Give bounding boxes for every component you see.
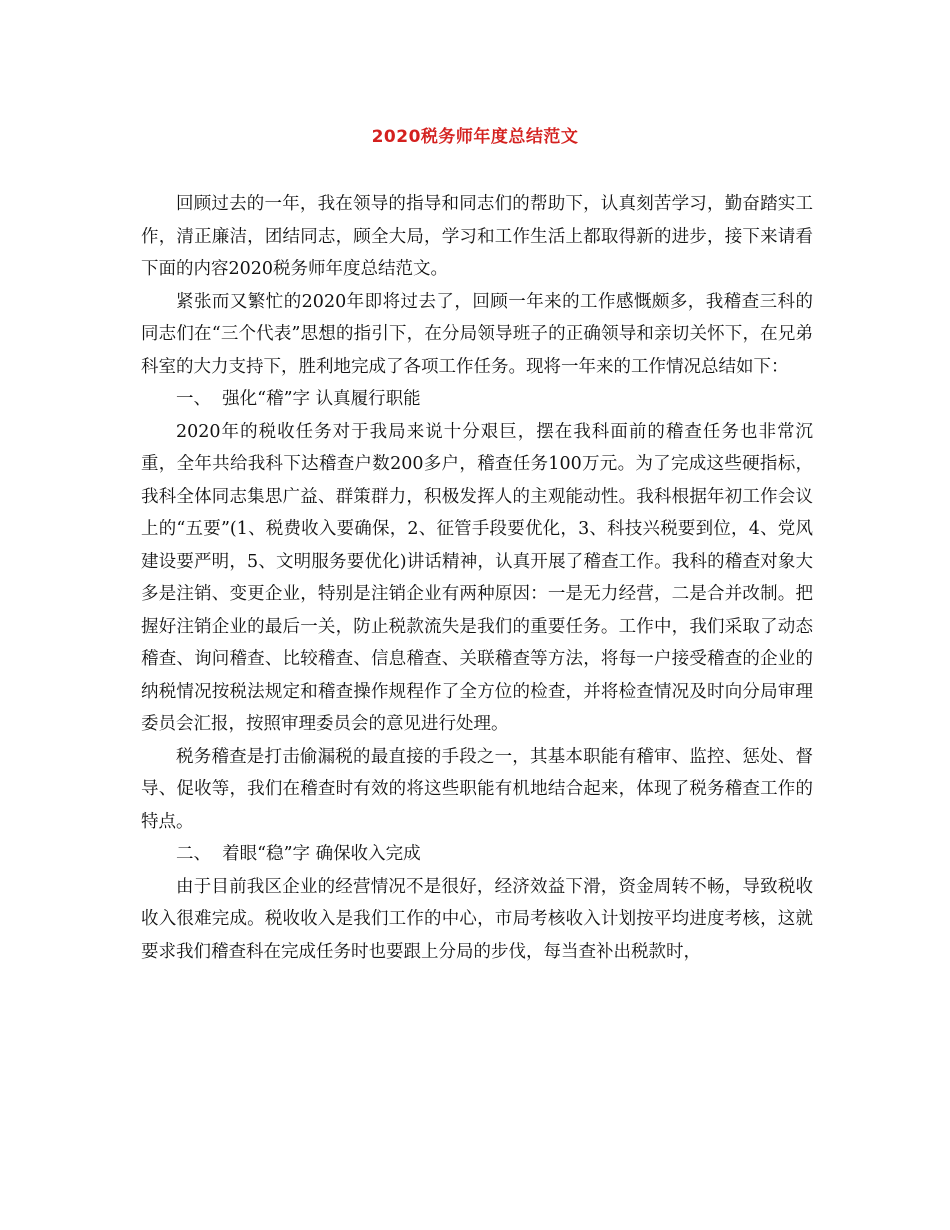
document-body xyxy=(141,188,813,968)
section-heading-1: 一、 强化“稽”字 认真履行职能 xyxy=(176,389,421,409)
overview-paragraph: 紧张而又繁忙的2020年即将过去了，回顾一年来的工作感慨颇多，我稽查三科的同志们在“三个代表”思想的指引下，在分局领导班子的正确领导和亲切关怀下，在兄弟科室的大力支持下，胜利地完成了各项工作任务。现将一年来的工作情况总结如下： xyxy=(141,291,813,377)
document-title: 2020税务师年度总结范文 xyxy=(371,127,579,147)
section-heading-2: 二、 着眼“稳”字 确保收入完成 xyxy=(176,844,421,864)
audit-duty-paragraph: 税务稽查是打击偷漏税的最直接的手段之一，其基本职能有稽审、监控、惩处、督导、促收等，我们在稽查时有效的将这些职能有机地结合起来，体现了税务稽查工作的特点。 xyxy=(141,746,813,832)
section-1-paragraph: 2020年的税收任务对于我局来说十分艰巨，摆在我科面前的稽查任务也非常沉重，全年共给我科下达稽查户数200多户，稽查任务100万元。为了完成这些硬指标，我科全体同志集思广益、群策群力，积极发挥人的主观能动性。我科根据年初工作会议上的“五要”(1、税费收入要确保，2、征管手段要优化，3、科技兴税要到位，4、党风建设要严明，5、文明服务要优化)讲话精神，认真开展了稽查工作。我科的稽查对象大多是注销、变更企业，特别是注销企业有两种原因：一是无力经营，二是合并改制。把握好注销企业的最后一关，防止税款流失是我们的重要任务。工作中，我们采取了动态稽查、询问稽查、比较稽查、信息稽查、关联稽查等方法，将每一户接受稽查的企业的纳税情况按税法规定和稽查操作规程作了全方位的检查，并将检查情况及时向分局审理委员会汇报，按照审理委员会的意见进行处理。 xyxy=(141,421,813,734)
intro-paragraph: 回顾过去的一年，我在领导的指导和同志们的帮助下，认真刻苦学习，勤奋踏实工作，清正廉洁，团结同志，顾全大局，学习和工作生活上都取得新的进步，接下来请看下面的内容2020税务师年度总结范文。 xyxy=(141,194,813,279)
section-2-paragraph: 由于目前我区企业的经营情况不是很好，经济效益下滑，资金周转不畅，导致税收收入很难完成。税收收入是我们工作的中心，市局考核收入计划按平均进度考核，这就要求我们稽查科在完成任务时也要跟上分局的步伐，每当查补出税款时， xyxy=(141,876,813,962)
